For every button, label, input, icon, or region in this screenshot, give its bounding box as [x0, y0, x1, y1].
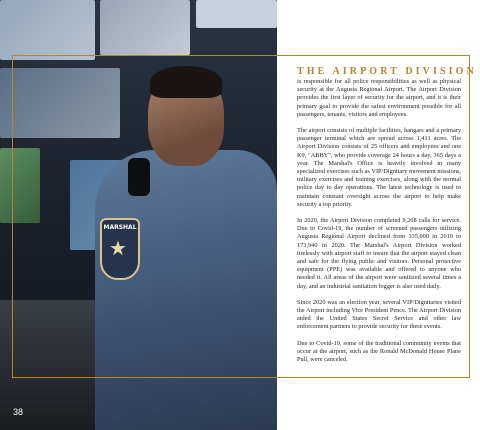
monitor-screen	[100, 0, 190, 55]
article-heading: THE AIRPORT DIVISION	[297, 66, 477, 77]
page-number: 38	[13, 407, 24, 417]
monitor-screen	[0, 0, 95, 60]
star-icon: ★	[109, 236, 127, 260]
monitor-screen	[196, 0, 277, 28]
patch-label: MARSHAL	[103, 224, 137, 231]
article-paragraph: Due to Covid-19, some of the traditional community events that occur at the airport, such as the Ronald McDonald House Plane Pull, were canceled.	[297, 339, 461, 364]
article-paragraph: Since 2020 was an election year, several VIP/Dignitaries visited the Airport including Vice President Pence. The Airport Division aided the United States Secret Service and other law enforcement partners to provide security for these events.	[297, 298, 461, 331]
article-paragraph: is responsible for all police responsibilities as well as physical security at the Augusta Regional Airport. The Airport Division provides the first layer of security for the airport, and it is their primary goal to provide the safest environment possible for all passengers, tenants, visitors and employees.	[297, 78, 461, 118]
article	[297, 66, 477, 372]
article-paragraph: In 2020, the Airport Division completed 9,268 calls for service. Due to Covid-19, the number of screened passengers utilizing Augusta Regional Airport declined from 335,000 in 2019 to 173,940 in 2020. The Marshal's Airport Division worked tirelessly with airport staff to insure that the airport stayed clean and safe for the flying public and visitors. Personal protective equipment (PPE) was available and offered to anyone who needed it. All areas of the airport were sanitized several times a day, and an industrial sanitation fogger is also used daily.	[297, 217, 461, 290]
officer-hair	[150, 66, 222, 98]
shoulder-radio	[128, 158, 150, 196]
monitor-screen	[0, 148, 40, 223]
marshal-patch	[100, 218, 140, 280]
article-paragraph: The airport consists of multiple facilities, hangars and a primary passenger terminal which are spread across 1,411 acres. The Airport Division consists of 25 officers and employees and one K9, "ABBY", who provide coverage 24 hours a day, 365 days a year. The Marshal's Office is heavily involved in many specialized exercises such as VIP/Dignitary movement missions, military exercises and training exercises, along with the normal police day to day operations. The latest technology is used to maintain constant oversight across the airport to help make security a top priority.	[297, 127, 461, 208]
officer-uniform	[95, 150, 277, 430]
monitor-screen	[0, 68, 120, 138]
